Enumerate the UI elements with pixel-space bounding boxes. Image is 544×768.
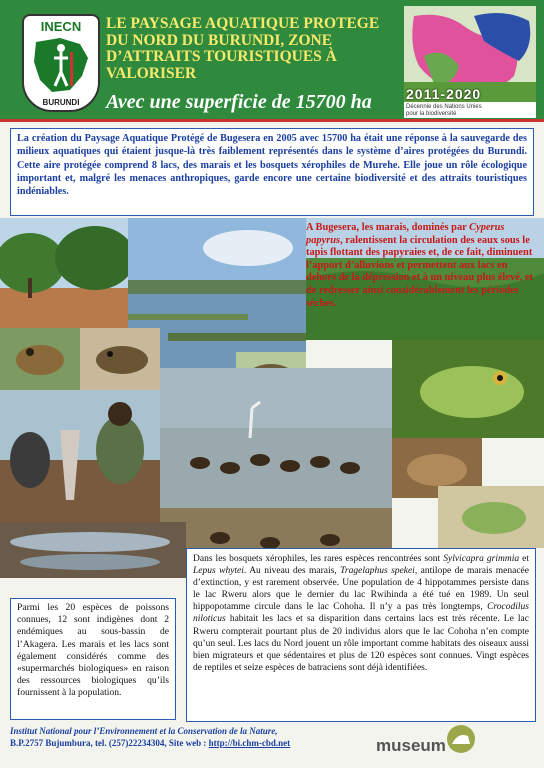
museum-logo-text: museum — [376, 736, 446, 755]
fish-species-box: Parmi les 20 espèces de poissons connues, 12 sont indigènes dont 2 endémiques au sous-bassin de l’Akagera. Les marais et les lacs sont également considérés comme des «supermarchés biologiques» en raison des ressources biologiques qu’ils fournissent à la population. — [10, 598, 176, 720]
footer-institution: Institut National pour l’Environnement et la Conservation de la Nature, — [10, 726, 278, 736]
inecn-logo — [22, 14, 100, 112]
fauna-description-box — [186, 548, 536, 722]
fauna-text-4: , antilope de marais menacée d’extinction, y est rarement observée. Une population de 4 hippotammes persiste dans le lac Rweru alors que le dernier du lac Rwihinda a été tué en 1989. Un seul hippopotamme circule dans le lac Cohoha. Il n’y a pas très longtemps, — [193, 566, 529, 613]
photo-fish — [0, 522, 186, 578]
marsh-text-2: , ralentissent la circulation des eaux sous le tapis flottant des papyraies et, de ce fait, diminuent l’apport d’alluvions et permettent aux lacs en dehors de la dépression et à un niveau plus élevé, et de redresser ainsi considérablement les périodes sèches. — [306, 234, 533, 309]
footer-address: B.P.2757 Bujumbura, tel. (257)22234304, Site web : — [10, 737, 209, 748]
footer — [10, 726, 390, 749]
page-subtitle: Avec une superficie de 15700 ha — [106, 91, 372, 113]
burundi-map-icon — [30, 36, 92, 94]
animal-silhouette-icon — [446, 724, 476, 754]
photo-birds — [160, 368, 392, 578]
page-title: LE PAYSAGE AQUATIQUE PROTEGE DU NORD DU BURUNDI, ZONE D’ATTRAITS TOURISTIQUES À VALORISER — [106, 15, 380, 82]
website-link[interactable]: http://bi.chm-cbd.net — [208, 737, 291, 748]
photo-trees — [0, 218, 128, 328]
photo-green-frog — [392, 340, 544, 438]
photo-tree-frog — [438, 486, 544, 548]
photo-fishermen — [0, 390, 160, 522]
species-lepus: Lepus whytei — [193, 566, 244, 577]
logo-text: INECN — [40, 19, 82, 34]
header-banner — [0, 0, 544, 122]
species-tragelaphus: Tragelaphus spekei — [340, 566, 415, 577]
decade-caption-1: Décennie des Nations Unies — [406, 104, 482, 110]
species-crocodilus: Crocodilus niloticus — [193, 602, 529, 625]
species-sylvicapra: Sylvicapra grimmia — [443, 554, 520, 564]
fauna-text-3: . Au niveau des marais, — [243, 566, 341, 577]
logo-country: BURUNDI — [42, 98, 80, 107]
un-decade-biodiversity-logo — [404, 6, 536, 118]
decade-caption-2: pour la biodiversité — [406, 111, 457, 117]
marsh-species: Cyperus papyrus — [306, 222, 505, 246]
photo-frog-2 — [80, 328, 160, 390]
decade-year: 2011-2020 — [406, 86, 482, 102]
fauna-text-2: et — [519, 554, 529, 564]
fauna-text-1: Dans les bosquets xérophiles, les rares espèces rencontrées sont — [193, 554, 444, 564]
marsh-description — [306, 222, 536, 310]
intro-paragraph: La création du Paysage Aquatique Protégé de Bugesera en 2005 avec 15700 ha était une réponse à la sauvegarde des milieux aquatiques qui étaient jusque-là très faiblement représentés dans le système d’aires protégées du Burundi. Cette aire protégée comprend 8 lacs, des marais et les bosquets xérophiles de Murehe. Elle joue un rôle écologique important et, malgré les menaces anthropiques, garde encore une certaine biodiversité et des attraits touristiques indéniables. — [10, 128, 534, 216]
museum-logo — [376, 724, 476, 760]
photo-frog-1 — [0, 328, 80, 390]
fauna-text-5: habitait les lacs et sa disparition dans certains lacs est très récente. Le lac Rweru compterait pourtant plus de 20 individus alors que le lac Cohoha n’en compte qu’un seul. Les lacs du Nord jouent un rôle important comme habitats des oiseaux aussi bien migrateurs et que sédentaires et plus de 120 espèces sont connues. Vingt espèces de reptiles et seize espèces de batraciens sont déjà identifiées. — [193, 614, 529, 673]
marsh-text-1: A Bugesera, les marais, dominés par — [306, 222, 470, 233]
